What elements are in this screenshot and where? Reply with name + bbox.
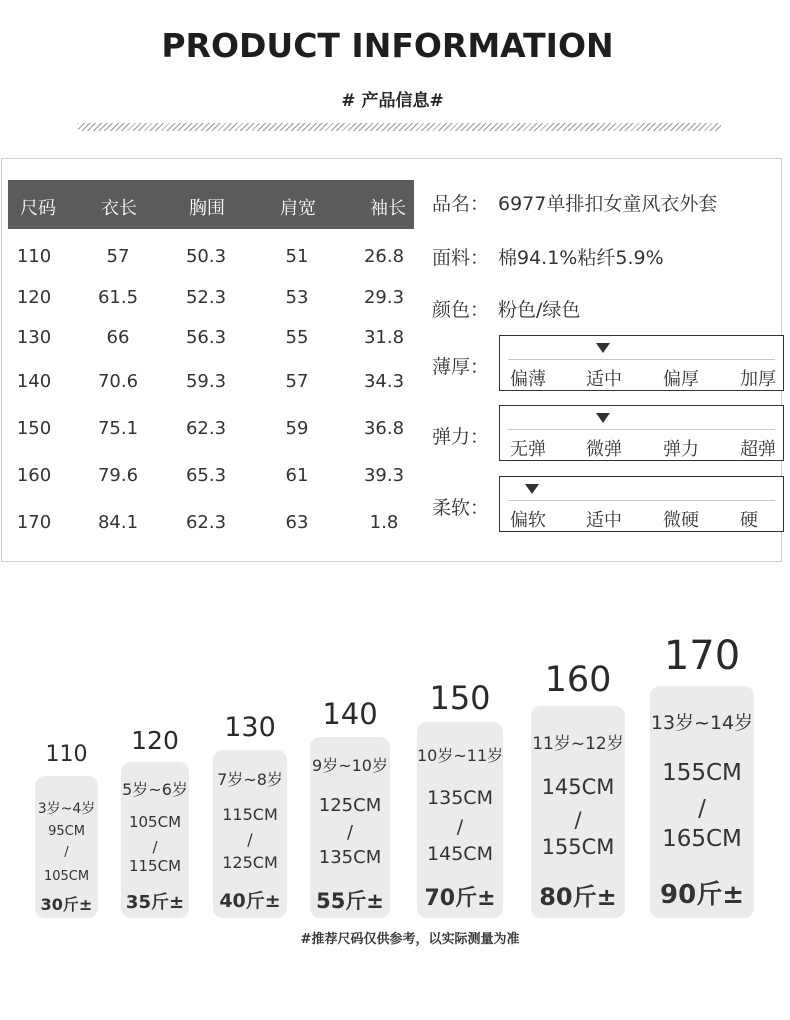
table-cell: 65.3 (185, 465, 227, 486)
scale-option: 偏薄 (510, 369, 546, 390)
spec-name-label: 品名： (432, 193, 490, 215)
column-header-length: 衣长 (101, 198, 137, 219)
table-cell: 110 (16, 246, 52, 267)
size-number: 150 (429, 679, 491, 717)
size-card-weight: 40斤± (219, 890, 281, 912)
table-cell: 1.8 (369, 512, 399, 533)
column-header-chest: 胸围 (189, 198, 225, 219)
page-title: PRODUCT INFORMATION (161, 26, 614, 65)
size-card-height-to: 165CM (662, 826, 742, 852)
scale-option: 偏厚 (663, 369, 699, 390)
table-cell: 170 (16, 512, 52, 533)
size-card-120 (121, 762, 189, 918)
size-number: 170 (663, 633, 741, 679)
elasticity-scale (499, 405, 784, 461)
table-cell: 56.3 (185, 327, 227, 348)
table-cell: 26.8 (363, 246, 405, 267)
size-card-height-to: 135CM (318, 847, 382, 868)
size-number: 130 (224, 712, 276, 743)
size-card-height-separator: / (247, 830, 253, 849)
size-card-height-from: 95CM (48, 824, 85, 839)
size-card-weight: 30斤± (40, 895, 93, 914)
size-card-height-to: 145CM (427, 843, 493, 865)
table-cell: 79.6 (97, 465, 139, 486)
table-cell: 160 (16, 465, 52, 486)
table-cell: 57 (285, 371, 309, 392)
column-header-size: 尺码 (20, 198, 56, 219)
size-card-height-from: 155CM (662, 760, 742, 786)
thickness-scale (499, 335, 784, 391)
size-card-height-separator: / (346, 822, 354, 843)
size-card-110 (35, 776, 98, 918)
table-cell: 36.8 (363, 418, 405, 439)
size-card-height-separator: / (698, 796, 706, 822)
table-cell: 31.8 (363, 327, 405, 348)
selection-marker-icon (596, 413, 610, 423)
spec-color-label: 颜色： (432, 299, 490, 321)
size-number: 110 (45, 742, 88, 767)
size-card-age-range: 13岁~14岁 (650, 712, 754, 734)
size-card-weight: 70斤± (424, 886, 496, 911)
size-card-age-range: 3岁~4岁 (37, 801, 96, 817)
scale-option: 加厚 (740, 369, 776, 390)
size-card-age-range: 9岁~10岁 (312, 756, 388, 775)
table-cell: 62.3 (185, 512, 227, 533)
scale-elasticity-label: 弹力： (432, 426, 490, 448)
scale-option: 超弹 (740, 439, 776, 460)
scale-option: 无弹 (510, 439, 546, 460)
size-card-weight: 80斤± (539, 883, 617, 911)
table-cell: 61 (285, 465, 309, 486)
size-card-height-from: 145CM (541, 775, 615, 799)
scale-divider (508, 429, 775, 430)
size-card-height-to: 155CM (541, 835, 615, 859)
size-card-age-range: 5岁~6岁 (122, 780, 188, 799)
table-cell: 75.1 (97, 418, 139, 439)
table-cell: 120 (16, 287, 52, 308)
scale-option: 弹力 (663, 439, 699, 460)
scale-option: 微弹 (586, 439, 622, 460)
size-number: 140 (322, 697, 378, 731)
scale-option: 适中 (586, 510, 622, 531)
size-card-age-range: 7岁~8岁 (217, 770, 283, 789)
table-cell: 53 (285, 287, 309, 308)
size-card-height-separator: / (456, 816, 464, 838)
size-card-age-range: 11岁~12岁 (532, 734, 624, 754)
size-card-height-from: 135CM (427, 787, 493, 809)
column-header-shoulder: 肩宽 (280, 198, 316, 219)
page-subtitle: # 产品信息# (341, 91, 444, 111)
size-card-130 (213, 750, 287, 918)
scale-divider (508, 500, 775, 501)
scale-option: 适中 (586, 369, 622, 390)
size-card-height-from: 115CM (222, 805, 278, 824)
table-cell: 29.3 (363, 287, 405, 308)
table-cell: 84.1 (97, 512, 139, 533)
size-number: 160 (544, 660, 612, 700)
table-cell: 70.6 (97, 371, 139, 392)
size-card-140 (310, 737, 390, 918)
table-cell: 57 (106, 246, 130, 267)
scale-option: 硬 (740, 510, 758, 531)
size-card-height-to: 125CM (222, 853, 278, 872)
spec-color-value: 粉色/绿色 (498, 299, 581, 321)
size-card-height-separator: / (152, 838, 158, 856)
selection-marker-icon (596, 343, 610, 353)
size-card-height-to: 105CM (43, 869, 90, 884)
spec-fabric-value: 棉94.1%粘纤5.9% (498, 247, 664, 269)
scale-option: 偏软 (510, 510, 546, 531)
table-cell: 39.3 (363, 465, 405, 486)
size-number: 120 (131, 726, 179, 755)
table-cell: 34.3 (363, 371, 405, 392)
table-cell: 150 (16, 418, 52, 439)
size-card-weight: 55斤± (316, 889, 384, 913)
column-header-sleeve: 袖长 (370, 198, 406, 219)
hatched-divider (78, 123, 721, 131)
table-cell: 62.3 (185, 418, 227, 439)
size-card-age-range: 10岁~11岁 (417, 746, 504, 765)
table-cell: 59.3 (185, 371, 227, 392)
table-cell: 52.3 (185, 287, 227, 308)
disclaimer-note: #推荐尺码仅供参考，以实际测量为准 (300, 932, 520, 947)
table-cell: 61.5 (97, 287, 139, 308)
size-card-weight: 35斤± (125, 892, 185, 913)
table-cell: 130 (16, 327, 52, 348)
scale-thickness-label: 薄厚： (432, 356, 490, 378)
size-card-150 (417, 722, 503, 918)
scale-option: 微硬 (663, 510, 699, 531)
size-card-height-to: 115CM (128, 857, 182, 875)
scale-softness-label: 柔软： (432, 497, 490, 519)
size-card-height-from: 125CM (318, 795, 382, 816)
table-cell: 50.3 (185, 246, 227, 267)
spec-fabric-label: 面料： (432, 247, 490, 269)
size-card-height-separator: / (64, 845, 69, 860)
selection-marker-icon (525, 484, 539, 494)
table-cell: 55 (285, 327, 309, 348)
table-cell: 66 (106, 327, 130, 348)
table-cell: 51 (285, 246, 309, 267)
size-card-weight: 90斤± (660, 880, 744, 910)
table-cell: 59 (285, 418, 309, 439)
scale-divider (508, 359, 775, 360)
size-card-height-from: 105CM (128, 813, 182, 831)
size-card-170 (650, 686, 754, 918)
size-card-160 (531, 706, 625, 918)
table-cell: 140 (16, 371, 52, 392)
size-card-height-separator: / (574, 808, 582, 832)
spec-name-value: 6977单排扣女童风衣外套 (498, 193, 718, 215)
softness-scale (499, 476, 784, 532)
table-cell: 63 (285, 512, 309, 533)
